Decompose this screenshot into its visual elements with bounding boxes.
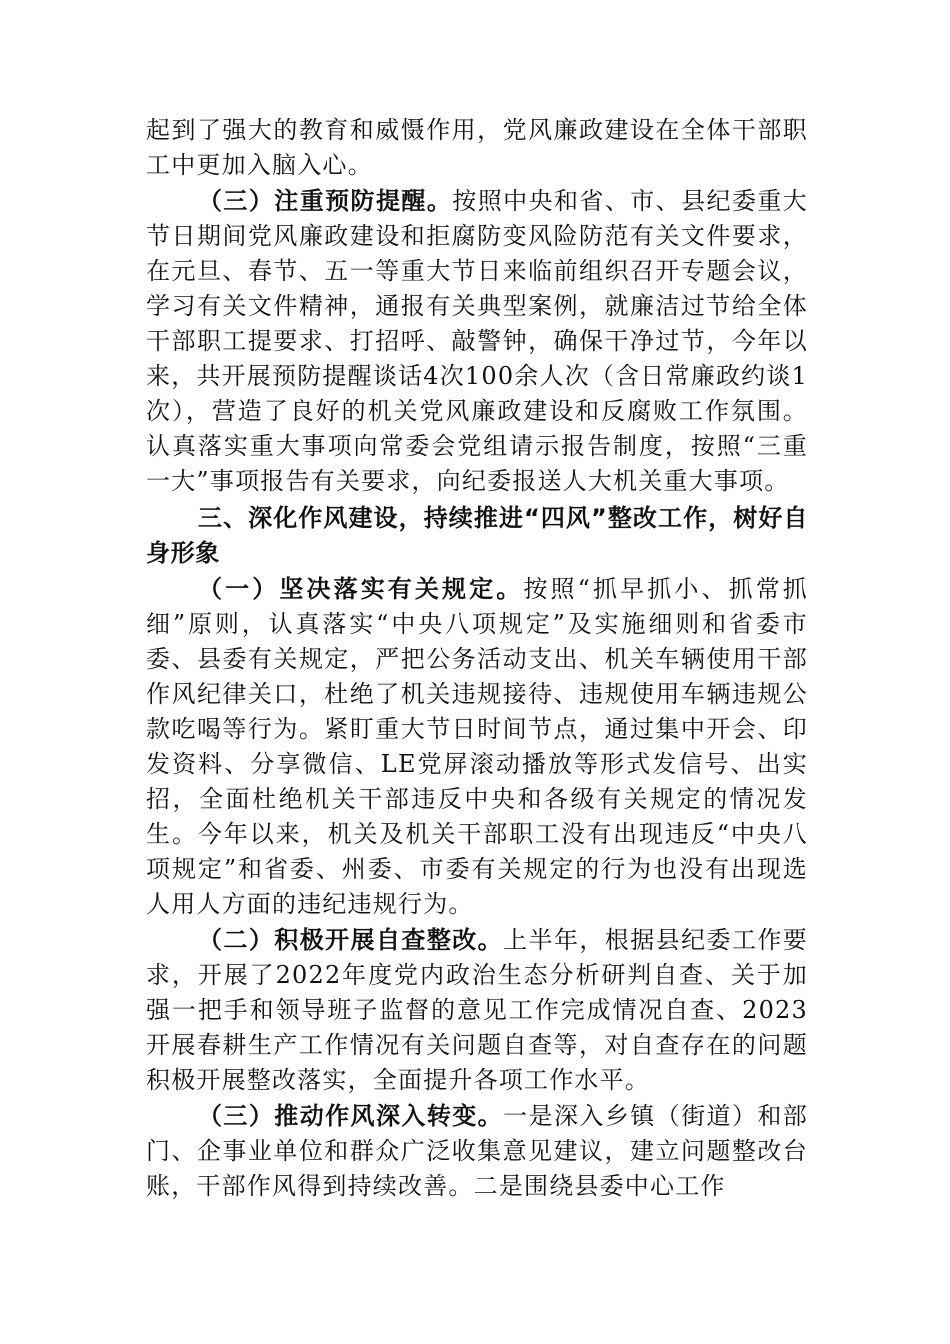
paragraph-body: 上半年，根据县纪委工作要求，开展了2022年度党内政治生态分析研判自查、关于加强一把手和领导班子监督的意见工作完成情况自查、2023开展春耕生产工作情况有关问题自查等，对自查存在的问题积极开展整改落实，全面提升各项工作水平。: [146, 926, 808, 1094]
paragraph-style-transformation: [146, 1098, 808, 1204]
paragraph-body: 按照“抓早抓小、抓常抓细”原则，认真落实“中央八项规定”及实施细则和省委市委、县委有关规定，严把公务活动支出、机关车辆使用干部作风纪律关口，杜绝了机关违规接待、违规使用车辆违规公款吃喝等行为。紧盯重大节日时间节点，通过集中开会、印发资料、分享微信、LE党屏滚动播放等形式发信号、出实招，全面杜绝机关干部违反中央和各级有关规定的情况发生。今年以来，机关及机关干部职工没有出现违反“中央八项规定”和省委、州委、市委有关规定的行为也没有出现选人用人方面的违纪违规行为。: [146, 575, 809, 918]
subheading-prevention-reminder: （三）注重预防提醒。: [198, 186, 453, 215]
document-body: [146, 113, 808, 1204]
paragraph-body: 按照中央和省、市、县纪委重大节日期间党风廉政建设和拒腐防变风险防范有关文件要求，在元旦、春节、五一等重大节日来临前组织召开专题会议，学习有关文件精神，通报有关典型案例，就廉洁过节给全体干部职工提要求、打招呼、敲警钟，确保干净过节，今年以来，共开展预防提醒谈话4次100余人次（含日常廉政约谈1次），营造了良好的机关党风廉政建设和反腐败工作氛围。认真落实重大事项向常委会党组请示报告制度，按照“三重一大”事项报告有关要求，向纪委报送人大机关重大事项。: [146, 187, 808, 495]
section-heading-three: 三、深化作风建设，持续推进“四风”整改工作，树好自身形象: [146, 504, 808, 567]
paragraph-self-inspection: [146, 922, 808, 1098]
paragraph-implement-regulations: [146, 571, 808, 922]
subheading-implement-regulations: （一）坚决落实有关规定。: [198, 574, 524, 603]
paragraph-prevention-reminder: [146, 183, 808, 499]
paragraph-body: 一是深入乡镇（街道）和部门、企事业单位和群众广泛收集意见建议，建立问题整改台账，干部作风得到持续改善。二是围绕县委中心工作: [146, 1102, 808, 1200]
paragraph-continuation: 起到了强大的教育和威慑作用，党风廉政建设在全体干部职工中更加入脑入心。: [146, 116, 808, 179]
subheading-style-transformation: （三）推动作风深入转变。: [198, 1101, 504, 1130]
subheading-self-inspection: （二）积极开展自查整改。: [198, 925, 504, 954]
